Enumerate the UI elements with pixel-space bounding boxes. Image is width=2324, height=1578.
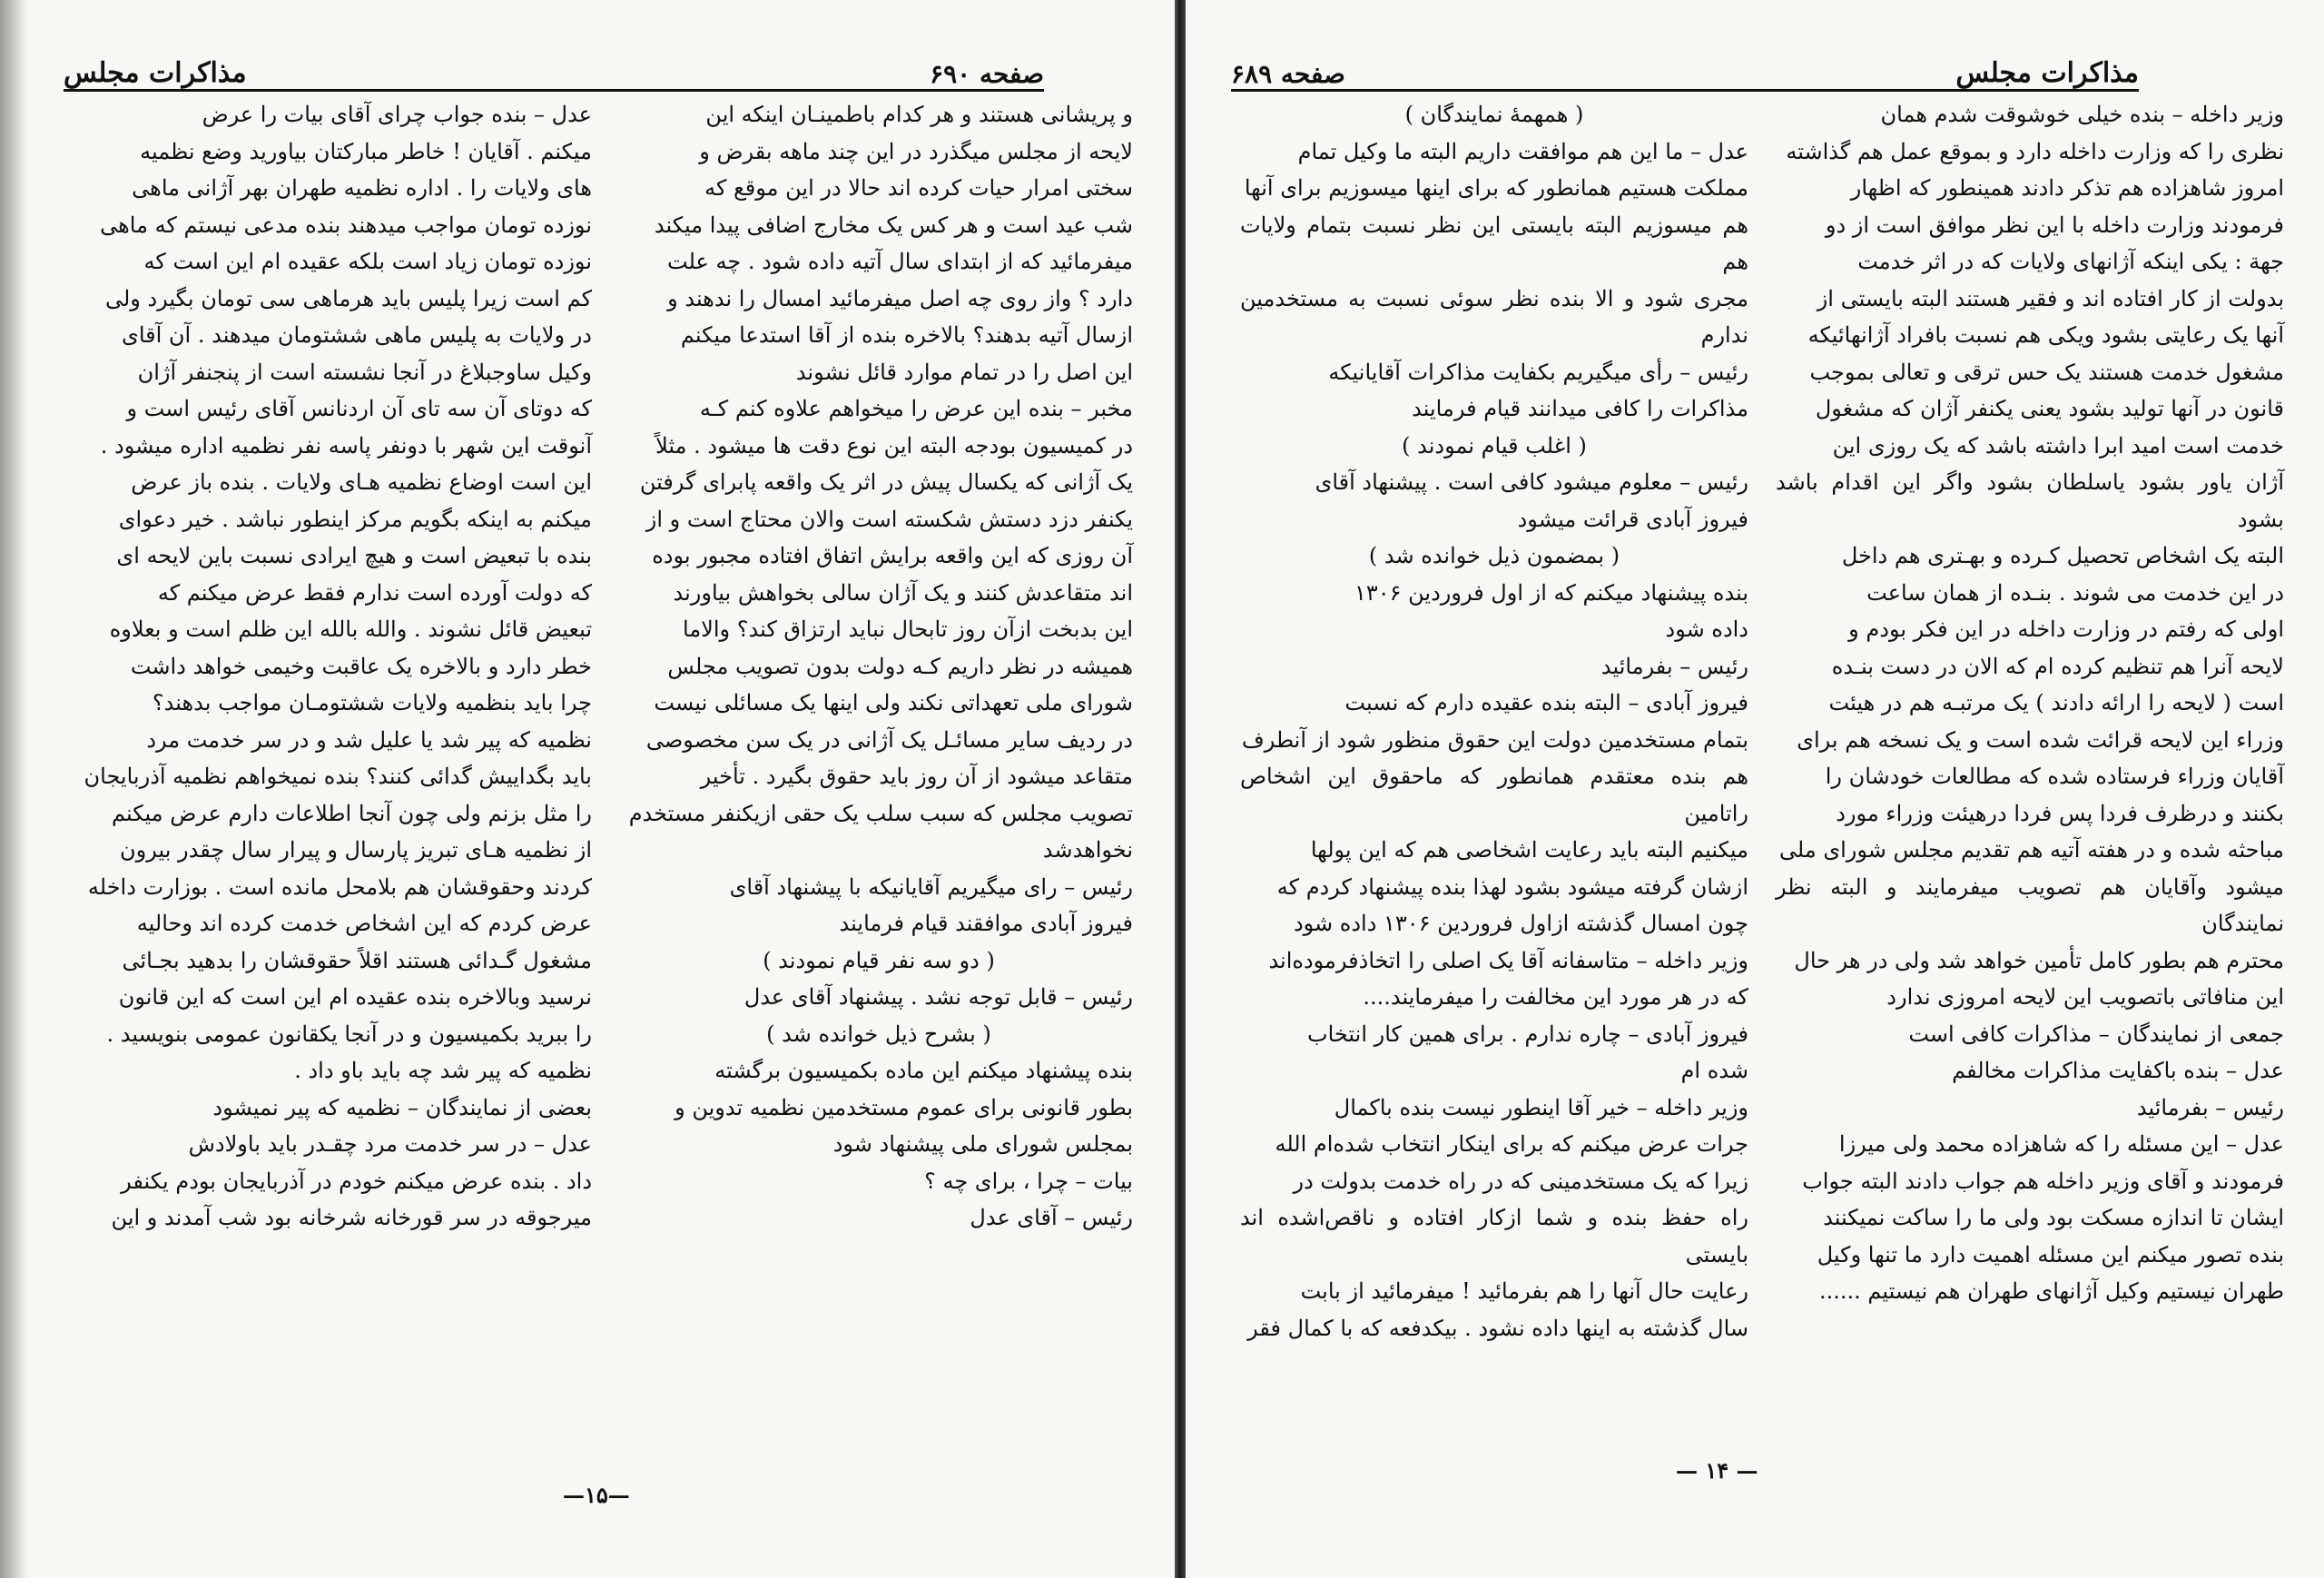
- text-line: بنده تصور میکنم این مسئله اهمیت دارد ما تنها وکیل: [1817, 1241, 2284, 1267]
- text-line: مشغول خدمت هستند یک حس ترقی و تعالی بموجب: [1809, 359, 2284, 385]
- page-number-label: صفحه ۶۹۰: [930, 59, 1044, 89]
- text-line: رعایت حال آنها را هم بفرمائید ! میفرمائید از بابت: [1300, 1278, 1748, 1304]
- text-line: البته یک اشخاص تحصیل کـرده و بهـتری هم داخل: [1841, 543, 2284, 568]
- text-line: نوزده تومان زیاد است بلکه عقیده ام این است که: [143, 249, 592, 274]
- text-line: متقاعد میشود از آن روز باید حقوق بگیرد . تأخیر: [700, 764, 1133, 789]
- text-line: مجری شود و الا بنده نظر سوئی نسبت به مستخدمین ندارم: [1240, 285, 1748, 348]
- text-line: مخبر – بنده این عرض را میخواهم علاوه کنم کـه: [699, 396, 1133, 421]
- page-number-label: صفحه ۶۸۹: [1231, 59, 1345, 89]
- text-line: ازشان گرفته میشود بشود لهذا بنده پیشنهاد کردم که: [1276, 873, 1748, 900]
- text-line: نظمیه که پیر شد یا علیل شد و در سر خدمت مرد: [146, 726, 592, 753]
- text-line: نظری را که وزارت داخله دارد و بموقع عمل هم گذاشته: [1786, 138, 2284, 164]
- text-line: میرجوقه در سر قورخانه شرخانه بود شب آمدند و این: [111, 1205, 592, 1230]
- text-line: در کمیسیون بودجه البته این نوع دقت ها میشود . مثلاً: [655, 432, 1133, 459]
- text-line: که در هر مورد این مخالفت را میفرمایند....: [1363, 984, 1748, 1010]
- text-line: جهة : یکی اینکه آژانهای ولایات که در اثر خدمت: [1857, 249, 2284, 274]
- text-line: فرمودند و آقای وزیر داخله هم جواب دادند البته جواب: [1802, 1168, 2284, 1194]
- text-line: آنوقت این شهر با دونفر پاسه نفر نظمیه اداره میشود .: [100, 432, 592, 459]
- text-line: زیرا که یک مستخدمینی که در راه خدمت بدولت در: [1293, 1168, 1748, 1194]
- text-line: میکنم به اینکه بگویم مرکز اینطور نباشد . خیر دعوای: [118, 506, 592, 532]
- text-line: ( بشرح ذیل خوانده شد ): [766, 1021, 991, 1047]
- text-line: خدمت است امید ابرا داشته باشد که یک روزی این: [1832, 432, 2284, 459]
- text-line: بطور قانونی برای عموم مستخدمین نظمیه تدوین و: [675, 1094, 1133, 1120]
- folio-number: —۱۵—: [563, 1482, 630, 1508]
- text-line: چون امسال گذشته ازاول فروردین ۱۳۰۶ داده شود: [1293, 911, 1748, 936]
- text-line: نرسید وبالاخره بنده عقیده ام این است که این قانون: [118, 984, 592, 1010]
- text-line: آقایان وزراء فرستاده شده که مطالعات خودشان را: [1825, 764, 2284, 789]
- text-line: یکنفر دزد دستش شکسته است والان محتاج است و از: [645, 506, 1133, 532]
- page-header: [1231, 40, 2139, 92]
- text-line: این اصل را در تمام موارد قائل نشوند: [795, 359, 1133, 385]
- page-edge-shadow: [0, 0, 27, 1578]
- text-line: این است اوضاع نظمیه هـای ولایات . بنده باز عرض: [131, 469, 592, 495]
- text-line: اند متقاعدش کنند و یک آژان سالی بخواهش بیاورند: [673, 579, 1133, 606]
- text-line: کردند وحقوقشان هم بلامحل مانده است . بوزارت داخله: [87, 873, 592, 900]
- text-line: یک آژانی که یکسال پیش در اثر یک واقعه پابرای گرفتن: [639, 469, 1133, 495]
- text-line: لایحه از مجلس میگذرد در این چند ماهه بقرض و: [699, 138, 1133, 164]
- text-line: ( دو سه نفر قیام نمودند ): [763, 947, 995, 973]
- text-line: وزیر داخله – بنده خیلی خوشوقت شدم همان: [1880, 102, 2284, 127]
- text-line: همیشه در نظر داریم کـه دولت بدون تصویب مجلس: [667, 653, 1133, 679]
- text-line: را مثل بزنم ولی چون آنجا اطلاعات دارم عرض میکنم: [112, 800, 592, 826]
- text-line: راه حفظ بنده و شما ازکار افتاده و ناقص‌اشده اند بایستی: [1240, 1205, 1748, 1267]
- running-title: مذاکرات مجلس: [64, 57, 247, 89]
- page-header: [64, 40, 1044, 92]
- text-line: آنها یک رعایتی بشود ویکی هم نسبت بافراد آژانهائیکه: [1807, 322, 2284, 348]
- text-line: آن روزی که این واقعه برایش اتفاق افتاده مجبور بوده: [652, 543, 1133, 568]
- text-line: نظمیه که پیر شد چه باید باو داد .: [294, 1058, 592, 1083]
- text-line: در ردیف سایر مسائـل یک آژانی در یک سن مخصوصی: [645, 726, 1133, 753]
- text-line: این منافاتی باتصویب این لایحه امروزی ندارد: [1886, 984, 2284, 1010]
- text-line: وکیل ساوجبلاغ در آنجا نشسته است از پنجنفر آژان: [137, 359, 592, 385]
- text-line: که دولت آورده است ندارم فقط عرض میکنم که: [157, 579, 592, 606]
- text-column-inner: [625, 96, 1133, 1237]
- text-line: عدل – بنده باکفایت مذاکرات مخالفم: [1952, 1058, 2284, 1083]
- text-line: این بدبخت ازآن روز تابحال نباید ارتزاق کند؟ والاما: [683, 616, 1133, 642]
- text-line: تصویب مجلس که سبب سلب یک حقی ازیکنفر مستخدم: [628, 800, 1133, 826]
- text-line: فیروز آبادی قرائت میشود: [1517, 506, 1748, 532]
- text-line: رئیس – معلوم میشود کافی است . پیشنهاد آقای: [1315, 469, 1748, 495]
- text-line: ایشان تا اندازه مسکت بود ولی ما را ساکت نمیکنند: [1823, 1205, 2284, 1230]
- text-line: هم میسوزیم البته بایستی این نظر نسبت بتمام ولایات هم: [1240, 212, 1748, 274]
- text-line: عدل – ما این هم موافقت داریم البته ما وکیل تمام: [1297, 138, 1748, 164]
- text-line: میفرمائید که از ابتدای سال آتیه داده شود . چه علت: [667, 249, 1133, 274]
- text-line: بعضی از نمایندگان – نظمیه که پیر نمیشود: [212, 1094, 592, 1120]
- text-line: جرات عرض میکنم که برای اینکار انتخاب شده‌ام الله: [1275, 1131, 1748, 1157]
- text-line: شده ام: [1680, 1058, 1748, 1083]
- text-line: وزیر داخله – متاسفانه آقا یک اصلی را اتخاذفرموده‌اند: [1268, 947, 1748, 973]
- text-line: و پریشانی هستند و هر کدام باطمینـان اینکه این: [705, 102, 1133, 127]
- text-line: ( اغلب قیام نمودند ): [1402, 432, 1587, 459]
- text-line: مباحثه شده و در هفته آتیه هم تقدیم مجلس شورای ملی: [1778, 837, 2284, 863]
- text-line: رئیس – رأی میگیریم بکفایت مذاکرات آقایانیکه: [1328, 359, 1748, 385]
- text-line: میکنم . آقایان ! خاطر مبارکتان بیاورید وضع نظمیه: [140, 138, 592, 164]
- text-column-outer: [73, 96, 592, 1237]
- text-line: عرض کردم که این اشخاص خدمت کرده اند وحالیه: [136, 911, 592, 936]
- text-line: رئیس – بفرمائید: [2136, 1094, 2284, 1120]
- text-line: طهران نیستیم وکیل آژانهای طهران هم نیستیم ......: [1819, 1278, 2284, 1304]
- text-line: نوزده تومان مواجب میدهند بنده مدعی نیستم که ماهی: [100, 212, 592, 238]
- text-line: قانون در آنها تولید بشود یعنی یکنفر آژان که مشغول: [1815, 396, 2284, 421]
- text-line: آژان یاور بشود یاسلطان بشود واگر این اقدام باشد بشود: [1776, 469, 2284, 532]
- text-line: داد . بنده عرض میکنم خودم در آذربایجان بودم یکنفر: [121, 1168, 592, 1194]
- text-line: وزیر داخله – خیر آقا اینطور نیست بنده باکمال: [1334, 1094, 1748, 1120]
- text-line: باید بگداییش گدائی کنند؟ بنده نمیخواهم نظمیه آذربایجان: [84, 764, 592, 789]
- text-line: هم بنده معتقدم همانطور که ماحقوق این اشخاص راتامین: [1240, 764, 1748, 826]
- text-line: فیروز آبادی – چاره ندارم . برای همین کار انتخاب: [1307, 1021, 1748, 1047]
- text-line: رئیس – رای میگیریم آقایانیکه با پیشنهاد آقای: [729, 873, 1133, 900]
- text-line: بدولت از کار افتاده اند و فقیر هستند البته بایستی از: [1817, 285, 2284, 311]
- text-line: محترم هم بطور کامل تأمین خواهد شد ولی در هر حال: [1794, 947, 2284, 973]
- text-line: رئیس – قابل توجه نشد . پیشنهاد آقای عدل: [743, 984, 1133, 1010]
- running-title: مذاکرات مجلس: [1955, 57, 2139, 89]
- text-line: مذاکرات را کافی میدانند قیام فرمایند: [1412, 396, 1748, 421]
- text-line: داده شود: [1665, 616, 1748, 642]
- text-line: نخواهدشد: [1042, 837, 1133, 863]
- text-line: شب عید است و هر کس یک مخارج اضافی پیدا میکند: [654, 212, 1133, 238]
- text-line: بکنند و درظرف فردا پس فردا درهیئت وزراء مورد: [1836, 800, 2284, 826]
- text-line: عدل – بنده جواب چرای آقای بیات را عرض: [202, 102, 592, 127]
- text-line: رئیس – آقای عدل: [970, 1205, 1133, 1230]
- text-line: در ولایات به پلیس ماهی ششتومان میدهند . آن آقای: [122, 322, 592, 348]
- text-line: خطر دارد و بالاخره یک عاقبت وخیمی خواهد داشت: [130, 653, 592, 679]
- text-line: دارد ؟ واز روی چه اصل میفرمائید امسال را ندهند و: [667, 285, 1133, 311]
- folio-number: — ۱۴ —: [1676, 1457, 1758, 1484]
- text-line: سختی امرار حیات کرده اند حالا در این موقع که: [704, 175, 1133, 201]
- text-line: مشغول گـدائی هستند اقلاً حقوقشان را بدهید بجـائی: [122, 947, 592, 973]
- text-line: سال گذشته به اینها داده نشود . بیکدفعه که با کمال فقر: [1247, 1315, 1748, 1341]
- text-line: ازسال آتیه بدهند؟ بالاخره بنده از آقا استدعا میکنم: [680, 322, 1133, 348]
- text-line: فرمودند وزارت داخله با این نظر موافق است از دو: [1825, 212, 2284, 238]
- text-line: کم است زیرا پلیس باید هرماهی سی تومان بگیرد ولی: [104, 285, 592, 311]
- text-line: تبعیض قائل نشوند . والله بالله این ظلم است و بعلاوه: [109, 616, 592, 642]
- text-line: از نظمیه هـای تبریز پارسال و پیرار سال چقدر بیرون: [120, 837, 592, 863]
- text-line: میشود وآقایان هم تصویب میفرمایند و البته نظر نمایندگان: [1776, 873, 2284, 936]
- text-line: که دوتای آن سه تای آن اردنانس آقای رئیس است و: [126, 396, 592, 421]
- text-line: میکنیم البته باید رعایت اشخاصی هم که این پولها: [1310, 837, 1748, 863]
- text-line: فیروز آبادی – البته بنده عقیده دارم که نسبت: [1344, 690, 1748, 715]
- text-column-outer: [1776, 96, 2284, 1310]
- text-column-inner: [1240, 96, 1748, 1346]
- text-line: فیروز آبادی موافقند قیام فرمایند: [839, 911, 1133, 936]
- text-line: بنده با تبعیض است و هیچ ایرادی نسبت باین لایحه ای: [116, 543, 592, 568]
- book-gutter: [1175, 0, 1186, 1578]
- text-line: عدل – این مسئله را که شاهزاده محمد ولی میرزا: [1838, 1131, 2284, 1157]
- text-line: عدل – در سر خدمت مرد چقـدر باید باولادش: [188, 1131, 592, 1157]
- text-line: مملکت هستیم همانطور که برای اینها میسوزیم برای آنها: [1244, 175, 1748, 201]
- text-line: را ببرید بکمیسیون و در آنجا یکقانون عمومی بنویسید .: [106, 1021, 592, 1047]
- text-line: های ولایات را . اداره نظمیه طهران بهر آژانی ماهی: [132, 175, 592, 201]
- text-line: است ( لایحه را ارائه دادند ) یک مرتبـه هم در هیئت: [1828, 690, 2284, 715]
- text-line: بتمام مستخدمین دولت این حقوق منظور شود از آنطرف: [1241, 726, 1748, 753]
- text-line: بنده پیشنهاد میکنم که از اول فروردین ۱۳۰۶: [1354, 579, 1748, 606]
- text-line: ( بمضمون ذیل خوانده شد ): [1368, 543, 1620, 568]
- text-line: امروز شاهزاده هم تذکر دادند همینطور که اظهار: [1850, 175, 2284, 201]
- right-page: [1186, 0, 2324, 1578]
- text-line: رئیس – بفرمائید: [1600, 653, 1748, 679]
- text-line: وزراء این لایحه قرائت شده است و یک نسخه هم برای: [1797, 726, 2284, 753]
- text-line: لایحه آنرا هم تنظیم کرده ام که الان در دست بنـده: [1831, 653, 2284, 679]
- text-line: در این خدمت می شوند . بنـده از همان ساعت: [1866, 579, 2284, 606]
- text-line: شورای ملی تعهداتی نکند ولی اینها یک مسائلی نیست: [654, 690, 1133, 715]
- text-line: ( همهمهٔ نمایندگان ): [1404, 102, 1584, 127]
- text-line: جمعی از نمایندگان – مذاکرات کافی است: [1908, 1021, 2284, 1047]
- text-line: بنده پیشنهاد میکنم این ماده بکمیسیون برگشته: [714, 1058, 1133, 1083]
- text-line: اولی که رفتم در وزارت داخله در این فکر بودم و: [1848, 616, 2284, 642]
- text-line: بیات – چرا ، برای چه ؟: [924, 1168, 1133, 1194]
- text-line: چرا باید بنظمیه ولایات ششتومـان مواجب بدهند؟: [152, 690, 592, 715]
- text-line: بمجلس شورای ملی پیشنهاد شود: [832, 1131, 1133, 1157]
